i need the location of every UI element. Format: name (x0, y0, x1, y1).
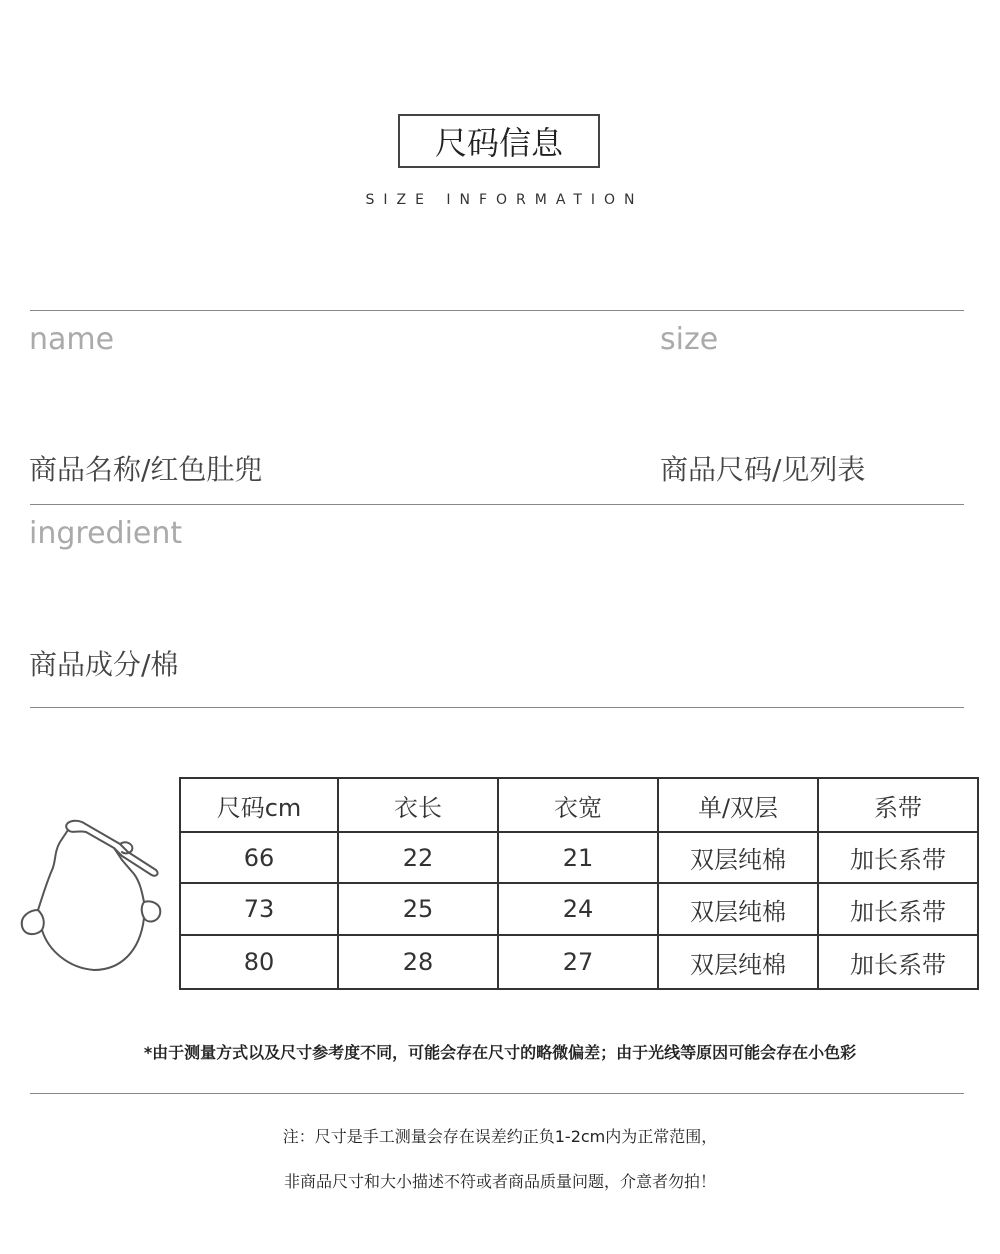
table-cell: 双层纯棉 (658, 883, 818, 935)
divider (30, 310, 964, 311)
note-line-1: 注：尺寸是手工测量会存在误差约正负1-2cm内为正常范围， (282, 1127, 718, 1146)
divider (30, 1093, 964, 1094)
column-header: 衣长 (338, 778, 498, 832)
column-header: 单/双层 (658, 778, 818, 832)
bib-outline-icon (16, 818, 164, 978)
table-cell: 28 (338, 935, 498, 989)
size-table (179, 777, 979, 990)
table-header-row (180, 778, 978, 832)
ingredient-value: 商品成分/棉 (29, 648, 179, 681)
column-header: 尺码cm (180, 778, 338, 832)
page-subtitle: SIZE INFORMATION (365, 192, 644, 208)
product-name-value: 商品名称/红色肚兜 (29, 453, 263, 486)
table-cell: 加长系带 (818, 832, 978, 883)
table-row (180, 832, 978, 883)
ingredient-label: ingredient (29, 516, 183, 551)
column-header: 系带 (818, 778, 978, 832)
table-cell: 24 (498, 883, 658, 935)
divider (30, 707, 964, 708)
column-header: 衣宽 (498, 778, 658, 832)
table-cell: 21 (498, 832, 658, 883)
table-row (180, 935, 978, 989)
name-label: name (29, 322, 115, 357)
table-cell: 73 (180, 883, 338, 935)
product-size-value: 商品尺码/见列表 (660, 453, 866, 486)
table-row (180, 883, 978, 935)
page-title: 尺码信息 (398, 114, 600, 168)
table-cell: 25 (338, 883, 498, 935)
table-cell: 双层纯棉 (658, 832, 818, 883)
table-cell: 22 (338, 832, 498, 883)
table-cell: 66 (180, 832, 338, 883)
table-cell: 27 (498, 935, 658, 989)
table-cell: 80 (180, 935, 338, 989)
divider (30, 504, 964, 505)
measurement-disclaimer: *由于测量方式以及尺寸参考度不同，可能会存在尺寸的略微偏差；由于光线等原因可能会存在小色彩 (143, 1043, 857, 1062)
table-cell: 双层纯棉 (658, 935, 818, 989)
size-label: size (660, 322, 719, 357)
table-cell: 加长系带 (818, 883, 978, 935)
table-cell: 加长系带 (818, 935, 978, 989)
note-line-2: 非商品尺寸和大小描述不符或者商品质量问题，介意者勿拍！ (283, 1172, 716, 1191)
